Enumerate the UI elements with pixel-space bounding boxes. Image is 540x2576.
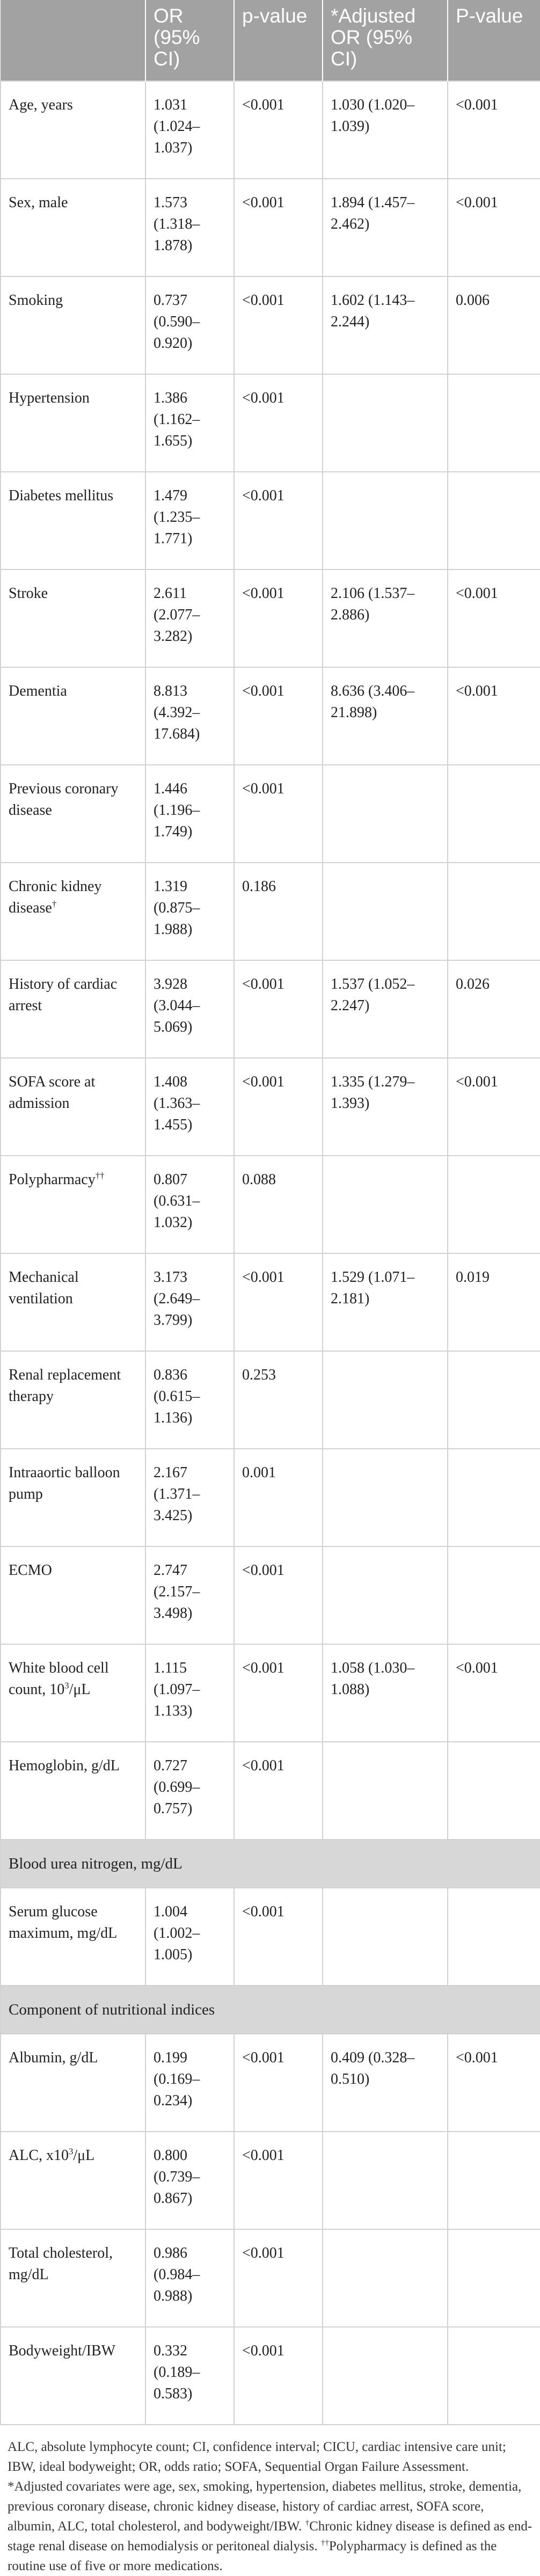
p-value-cell: <0.001	[234, 1888, 323, 1986]
row-label: Serum glucose maximum, mg/dL	[1, 1888, 145, 1986]
odds-ratio-cell: 1.319 (0.875–1.988)	[145, 863, 234, 960]
odds-ratio-cell: 1.408 (1.363–1.455)	[145, 1058, 234, 1156]
p-value-cell: <0.001	[234, 1644, 323, 1742]
row-label: Polypharmacy††	[1, 1156, 145, 1253]
adjusted-odds-ratio-cell: 1.335 (1.279–1.393)	[323, 1058, 448, 1156]
odds-ratio-cell: 2.747 (2.157–3.498)	[145, 1546, 234, 1644]
adjusted-p-value-cell	[448, 1546, 540, 1644]
p-value-cell: 0.253	[234, 1351, 323, 1449]
adjusted-p-value-cell	[448, 472, 540, 570]
row-label: Bodyweight/IBW	[1, 2327, 145, 2425]
table-row	[1, 1449, 540, 1546]
adjusted-odds-ratio-cell: 1.894 (1.457–2.462)	[323, 179, 448, 276]
table-row	[1, 570, 540, 667]
p-value-cell: <0.001	[234, 2034, 323, 2132]
adjusted-p-value-cell: <0.001	[448, 1644, 540, 1742]
adjusted-odds-ratio-cell	[323, 1449, 448, 1546]
adjusted-odds-ratio-cell: 1.058 (1.030–1.088)	[323, 1644, 448, 1742]
table-row	[1, 2132, 540, 2229]
row-label: White blood cell count, $10^3/\mu L$	[1, 1644, 145, 1742]
odds-ratio-cell: 3.173 (2.649–3.799)	[145, 1253, 234, 1351]
row-label: Albumin, g/dL	[1, 2034, 145, 2132]
section-header-row	[1, 1986, 540, 2034]
p-value-cell: <0.001	[234, 1058, 323, 1156]
adjusted-p-value-cell: <0.001	[448, 81, 540, 179]
odds-ratio-cell: 1.479 (1.235–1.771)	[145, 472, 234, 570]
table-footnotes	[0, 2425, 540, 2576]
adjusted-odds-ratio-cell: 1.529 (1.071–2.181)	[323, 1253, 448, 1351]
table-row	[1, 1058, 540, 1156]
row-label: Dementia	[1, 667, 145, 765]
adjusted-odds-ratio-cell: 1.537 (1.052–2.247)	[323, 960, 448, 1058]
adjusted-odds-ratio-cell	[323, 2132, 448, 2229]
row-label: ALC, $x10^3/\mu L$	[1, 2132, 145, 2229]
odds-ratio-cell: 3.928 (3.044–5.069)	[145, 960, 234, 1058]
row-label: Age, years	[1, 81, 145, 179]
row-label: Sex, male	[1, 179, 145, 276]
row-label: SOFA score at admission	[1, 1058, 145, 1156]
adjusted-p-value-cell: <0.001	[448, 1058, 540, 1156]
adjusted-p-value-cell	[448, 1742, 540, 1840]
p-value-cell: <0.001	[234, 765, 323, 863]
row-label: ECMO	[1, 1546, 145, 1644]
section-header-row	[1, 1840, 540, 1888]
header-adjusted-or: *Adjusted OR (95% CI)	[323, 0, 448, 81]
odds-ratio-cell: 0.807 (0.631–1.032)	[145, 1156, 234, 1253]
odds-ratio-cell: 2.611 (2.077–3.282)	[145, 570, 234, 667]
odds-ratio-cell: 2.167 (1.371–3.425)	[145, 1449, 234, 1546]
table-row	[1, 179, 540, 276]
p-value-cell: <0.001	[234, 1742, 323, 1840]
table-row	[1, 276, 540, 374]
header-adjusted-p-value: P-value	[448, 0, 540, 81]
p-value-cell: <0.001	[234, 570, 323, 667]
header-variable	[1, 0, 145, 81]
odds-ratio-cell: 1.115 (1.097–1.133)	[145, 1644, 234, 1742]
row-label: Total cholesterol, mg/dL	[1, 2229, 145, 2327]
table-body	[1, 81, 540, 2425]
p-value-cell: <0.001	[234, 2229, 323, 2327]
odds-ratio-cell: 0.332 (0.189–0.583)	[145, 2327, 234, 2425]
adjusted-odds-ratio-cell	[323, 472, 448, 570]
odds-ratio-cell: 0.199 (0.169–0.234)	[145, 2034, 234, 2132]
p-value-cell: 0.088	[234, 1156, 323, 1253]
adjusted-p-value-cell	[448, 2132, 540, 2229]
p-value-cell: <0.001	[234, 1253, 323, 1351]
row-label: Previous coronary disease	[1, 765, 145, 863]
p-value-cell: <0.001	[234, 472, 323, 570]
odds-ratio-cell: 0.737 (0.590–0.920)	[145, 276, 234, 374]
p-value-cell: 0.186	[234, 863, 323, 960]
adjusted-p-value-cell	[448, 2327, 540, 2425]
table-row	[1, 81, 540, 179]
adjusted-odds-ratio-cell: 0.409 (0.328–0.510)	[323, 2034, 448, 2132]
footnote-abbreviations: ALC, absolute lymphocyte count; CI, confidence interval; CICU, cardiac intensive care unit; IBW, ideal bodyweight; OR, odds ratio; SOFA, Sequential Organ Failure Assessment.	[8, 2440, 506, 2474]
odds-ratio-cell: 1.386 (1.162–1.655)	[145, 374, 234, 472]
row-label: Smoking	[1, 276, 145, 374]
table-row	[1, 1351, 540, 1449]
table-row	[1, 472, 540, 570]
adjusted-odds-ratio-cell	[323, 374, 448, 472]
adjusted-p-value-cell: <0.001	[448, 667, 540, 765]
table-row	[1, 1742, 540, 1840]
table-row	[1, 1644, 540, 1742]
p-value-cell: 0.001	[234, 1449, 323, 1546]
section-header: Component of nutritional indices	[1, 1986, 540, 2034]
header-p-value: p-value	[234, 0, 323, 81]
odds-ratio-cell: 1.031 (1.024–1.037)	[145, 81, 234, 179]
row-label: Diabetes mellitus	[1, 472, 145, 570]
p-value-cell: <0.001	[234, 1546, 323, 1644]
row-label: Chronic kidney disease†	[1, 863, 145, 960]
table-row	[1, 2034, 540, 2132]
adjusted-odds-ratio-cell	[323, 1546, 448, 1644]
table-row	[1, 1253, 540, 1351]
adjusted-p-value-cell: 0.006	[448, 276, 540, 374]
p-value-cell: <0.001	[234, 2327, 323, 2425]
adjusted-odds-ratio-cell	[323, 765, 448, 863]
row-label: Hemoglobin, g/dL	[1, 1742, 145, 1840]
adjusted-p-value-cell	[448, 1449, 540, 1546]
adjusted-p-value-cell	[448, 863, 540, 960]
row-label: History of cardiac arrest	[1, 960, 145, 1058]
adjusted-odds-ratio-cell	[323, 2327, 448, 2425]
adjusted-odds-ratio-cell: 1.030 (1.020–1.039)	[323, 81, 448, 179]
adjusted-p-value-cell	[448, 765, 540, 863]
adjusted-odds-ratio-cell	[323, 863, 448, 960]
adjusted-p-value-cell	[448, 2229, 540, 2327]
table-row	[1, 2327, 540, 2425]
row-label: Stroke	[1, 570, 145, 667]
row-label: Intraaortic balloon pump	[1, 1449, 145, 1546]
header-or: OR (95% CI)	[145, 0, 234, 81]
odds-ratio-cell: 8.813 (4.392–17.684)	[145, 667, 234, 765]
odds-ratio-cell: 0.727 (0.699–0.757)	[145, 1742, 234, 1840]
adjusted-odds-ratio-cell	[323, 1156, 448, 1253]
adjusted-odds-ratio-cell: 2.106 (1.537–2.886)	[323, 570, 448, 667]
table-header-row	[1, 0, 540, 81]
table-row	[1, 1156, 540, 1253]
adjusted-p-value-cell	[448, 1156, 540, 1253]
adjusted-odds-ratio-cell: 8.636 (3.406–21.898)	[323, 667, 448, 765]
adjusted-odds-ratio-cell	[323, 1742, 448, 1840]
p-value-cell: <0.001	[234, 81, 323, 179]
adjusted-p-value-cell: 0.026	[448, 960, 540, 1058]
footnote-adjusted: *Adjusted covariates were age, sex, smoking, hypertension, diabetes mellitus, stroke, dementia, previous coronary disease, chronic kidney disease, history of cardiac arrest, SOFA score, albumin, ALC, total cholesterol, and bodyweight/IBW. †Chronic kidney disease is defined as end-stage renal disease on hemodialysis or peritoneal dialysis. ††Polypharmacy is defined as the routine use of five or more medications.	[8, 2479, 532, 2573]
p-value-cell: <0.001	[234, 960, 323, 1058]
table-row	[1, 765, 540, 863]
adjusted-odds-ratio-cell: 1.602 (1.143–2.244)	[323, 276, 448, 374]
adjusted-p-value-cell: <0.001	[448, 2034, 540, 2132]
table-row	[1, 667, 540, 765]
p-value-cell: <0.001	[234, 2132, 323, 2229]
adjusted-odds-ratio-cell	[323, 2229, 448, 2327]
adjusted-p-value-cell: <0.001	[448, 570, 540, 667]
odds-ratio-cell: 0.986 (0.984–0.988)	[145, 2229, 234, 2327]
table-row	[1, 1546, 540, 1644]
adjusted-odds-ratio-cell	[323, 1351, 448, 1449]
p-value-cell: <0.001	[234, 374, 323, 472]
adjusted-p-value-cell	[448, 374, 540, 472]
adjusted-p-value-cell	[448, 1351, 540, 1449]
table-row	[1, 863, 540, 960]
odds-ratio-cell: 1.004 (1.002–1.005)	[145, 1888, 234, 1986]
p-value-cell: <0.001	[234, 276, 323, 374]
adjusted-p-value-cell: 0.019	[448, 1253, 540, 1351]
odds-ratio-cell: 1.573 (1.318–1.878)	[145, 179, 234, 276]
table-row	[1, 374, 540, 472]
odds-ratio-cell: 0.800 (0.739–0.867)	[145, 2132, 234, 2229]
row-label: Hypertension	[1, 374, 145, 472]
section-header: Blood urea nitrogen, mg/dL	[1, 1840, 540, 1888]
odds-ratio-cell: 0.836 (0.615–1.136)	[145, 1351, 234, 1449]
table-row	[1, 1888, 540, 1986]
p-value-cell: <0.001	[234, 179, 323, 276]
adjusted-p-value-cell: <0.001	[448, 179, 540, 276]
odds-ratio-cell: 1.446 (1.196–1.749)	[145, 765, 234, 863]
adjusted-odds-ratio-cell	[323, 1888, 448, 1986]
table-row	[1, 2229, 540, 2327]
p-value-cell: <0.001	[234, 667, 323, 765]
adjusted-p-value-cell	[448, 1888, 540, 1986]
row-label: Renal replacement therapy	[1, 1351, 145, 1449]
table-row	[1, 960, 540, 1058]
row-label: Mechanical ventilation	[1, 1253, 145, 1351]
